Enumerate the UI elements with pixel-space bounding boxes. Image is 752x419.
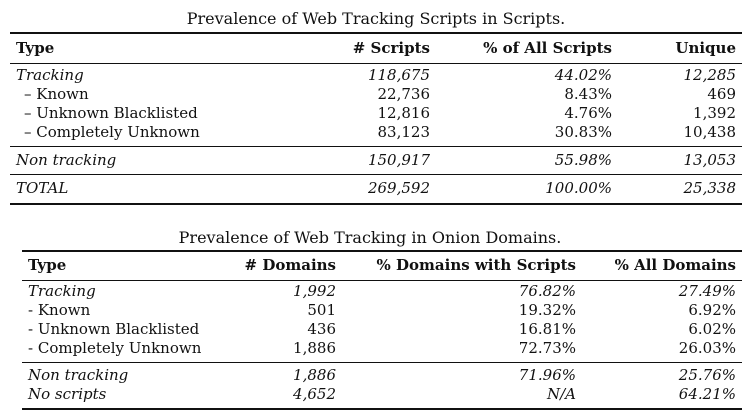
row-value: 76.82%	[518, 282, 576, 300]
row-value: 1,392	[693, 104, 736, 122]
row-label: - Unknown Blacklisted	[28, 320, 200, 338]
row-label: – Unknown Blacklisted	[24, 104, 198, 122]
table-row	[10, 123, 742, 142]
row-value: 6.02%	[688, 320, 736, 338]
table-row	[10, 66, 742, 85]
row-value: 8.43%	[564, 85, 612, 103]
row-label: Tracking	[16, 66, 84, 84]
table-row	[10, 151, 742, 170]
row-label: Non tracking	[28, 366, 129, 384]
row-value: 25,338	[683, 179, 736, 197]
table2-caption: Prevalence of Web Tracking in Onion Domains.	[178, 228, 562, 247]
row-label: - Known	[28, 301, 91, 319]
row-value: N/A	[546, 385, 576, 403]
table2-header-domains: # Domains	[244, 255, 336, 274]
table-row	[22, 366, 742, 385]
table-row	[22, 385, 742, 404]
row-value: 16.81%	[518, 320, 576, 338]
row-label: No scripts	[28, 385, 107, 403]
row-value: 25.76%	[678, 366, 736, 384]
table-row	[22, 339, 742, 358]
table-row	[10, 85, 742, 104]
row-value: 1,992	[293, 282, 336, 300]
table-row	[22, 320, 742, 339]
table2-header-all-domains: % All Domains	[614, 255, 736, 274]
table2-header-type: Type	[28, 255, 67, 274]
row-label: - Completely Unknown	[28, 339, 202, 357]
row-value: 72.73%	[518, 339, 576, 357]
row-value: 27.49%	[678, 282, 736, 300]
table1-body-b	[10, 151, 742, 170]
row-value: 55.98%	[554, 151, 612, 169]
row-label: – Completely Unknown	[24, 123, 200, 141]
table1-header-rule	[10, 63, 742, 64]
row-value: 6.92%	[688, 301, 736, 319]
table1-bottom-rule	[10, 203, 742, 205]
row-value: 12,816	[377, 104, 430, 122]
row-value: 44.02%	[554, 66, 612, 84]
row-label: Non tracking	[16, 151, 117, 169]
table1-body-c	[10, 179, 742, 198]
row-value: 19.32%	[518, 301, 576, 319]
table-row	[22, 282, 742, 301]
row-value: 4.76%	[564, 104, 612, 122]
row-value: 12,285	[683, 66, 736, 84]
table1-mid-rule-2	[10, 174, 742, 175]
table2-header-with-scripts: % Domains with Scripts	[376, 255, 576, 274]
table1-body-a	[10, 66, 742, 142]
row-value: 436	[307, 320, 336, 338]
table1-mid-rule-1	[10, 146, 742, 147]
row-value: 4,652	[293, 385, 336, 403]
row-label: – Known	[24, 85, 89, 103]
table-row	[10, 104, 742, 123]
row-value: 13,053	[683, 151, 736, 169]
table1-header-scripts: # Scripts	[352, 38, 430, 57]
table1	[10, 35, 742, 61]
table2-body-b	[22, 366, 742, 404]
row-value: 501	[307, 301, 336, 319]
table1-header-percent: % of All Scripts	[483, 38, 612, 57]
table2-bottom-rule	[22, 408, 742, 410]
table-row	[22, 301, 742, 320]
row-value: 100.00%	[545, 179, 612, 197]
table1-caption: Prevalence of Web Tracking Scripts in Scripts.	[186, 9, 566, 28]
row-label: Tracking	[28, 282, 96, 300]
row-value: 30.83%	[554, 123, 612, 141]
row-value: 118,675	[367, 66, 430, 84]
row-value: 1,886	[293, 339, 336, 357]
table2-mid-rule	[22, 362, 742, 363]
row-value: 22,736	[377, 85, 430, 103]
row-value: 71.96%	[518, 366, 576, 384]
table2-body-a	[22, 282, 742, 358]
row-value: 469	[707, 85, 736, 103]
row-value: 64.21%	[678, 385, 736, 403]
row-label: TOTAL	[16, 179, 69, 197]
row-value: 83,123	[377, 123, 430, 141]
table-row	[10, 179, 742, 198]
row-value: 1,886	[293, 366, 336, 384]
table1-header-type: Type	[16, 38, 55, 57]
table2-header-row	[22, 252, 742, 278]
table2	[22, 252, 742, 278]
table1-header-unique: Unique	[675, 38, 736, 57]
table1-top-rule	[10, 32, 742, 34]
row-value: 26.03%	[678, 339, 736, 357]
row-value: 10,438	[683, 123, 736, 141]
table2-header-rule	[22, 280, 742, 281]
table1-header-row	[10, 35, 742, 61]
row-value: 269,592	[367, 179, 430, 197]
row-value: 150,917	[367, 151, 430, 169]
